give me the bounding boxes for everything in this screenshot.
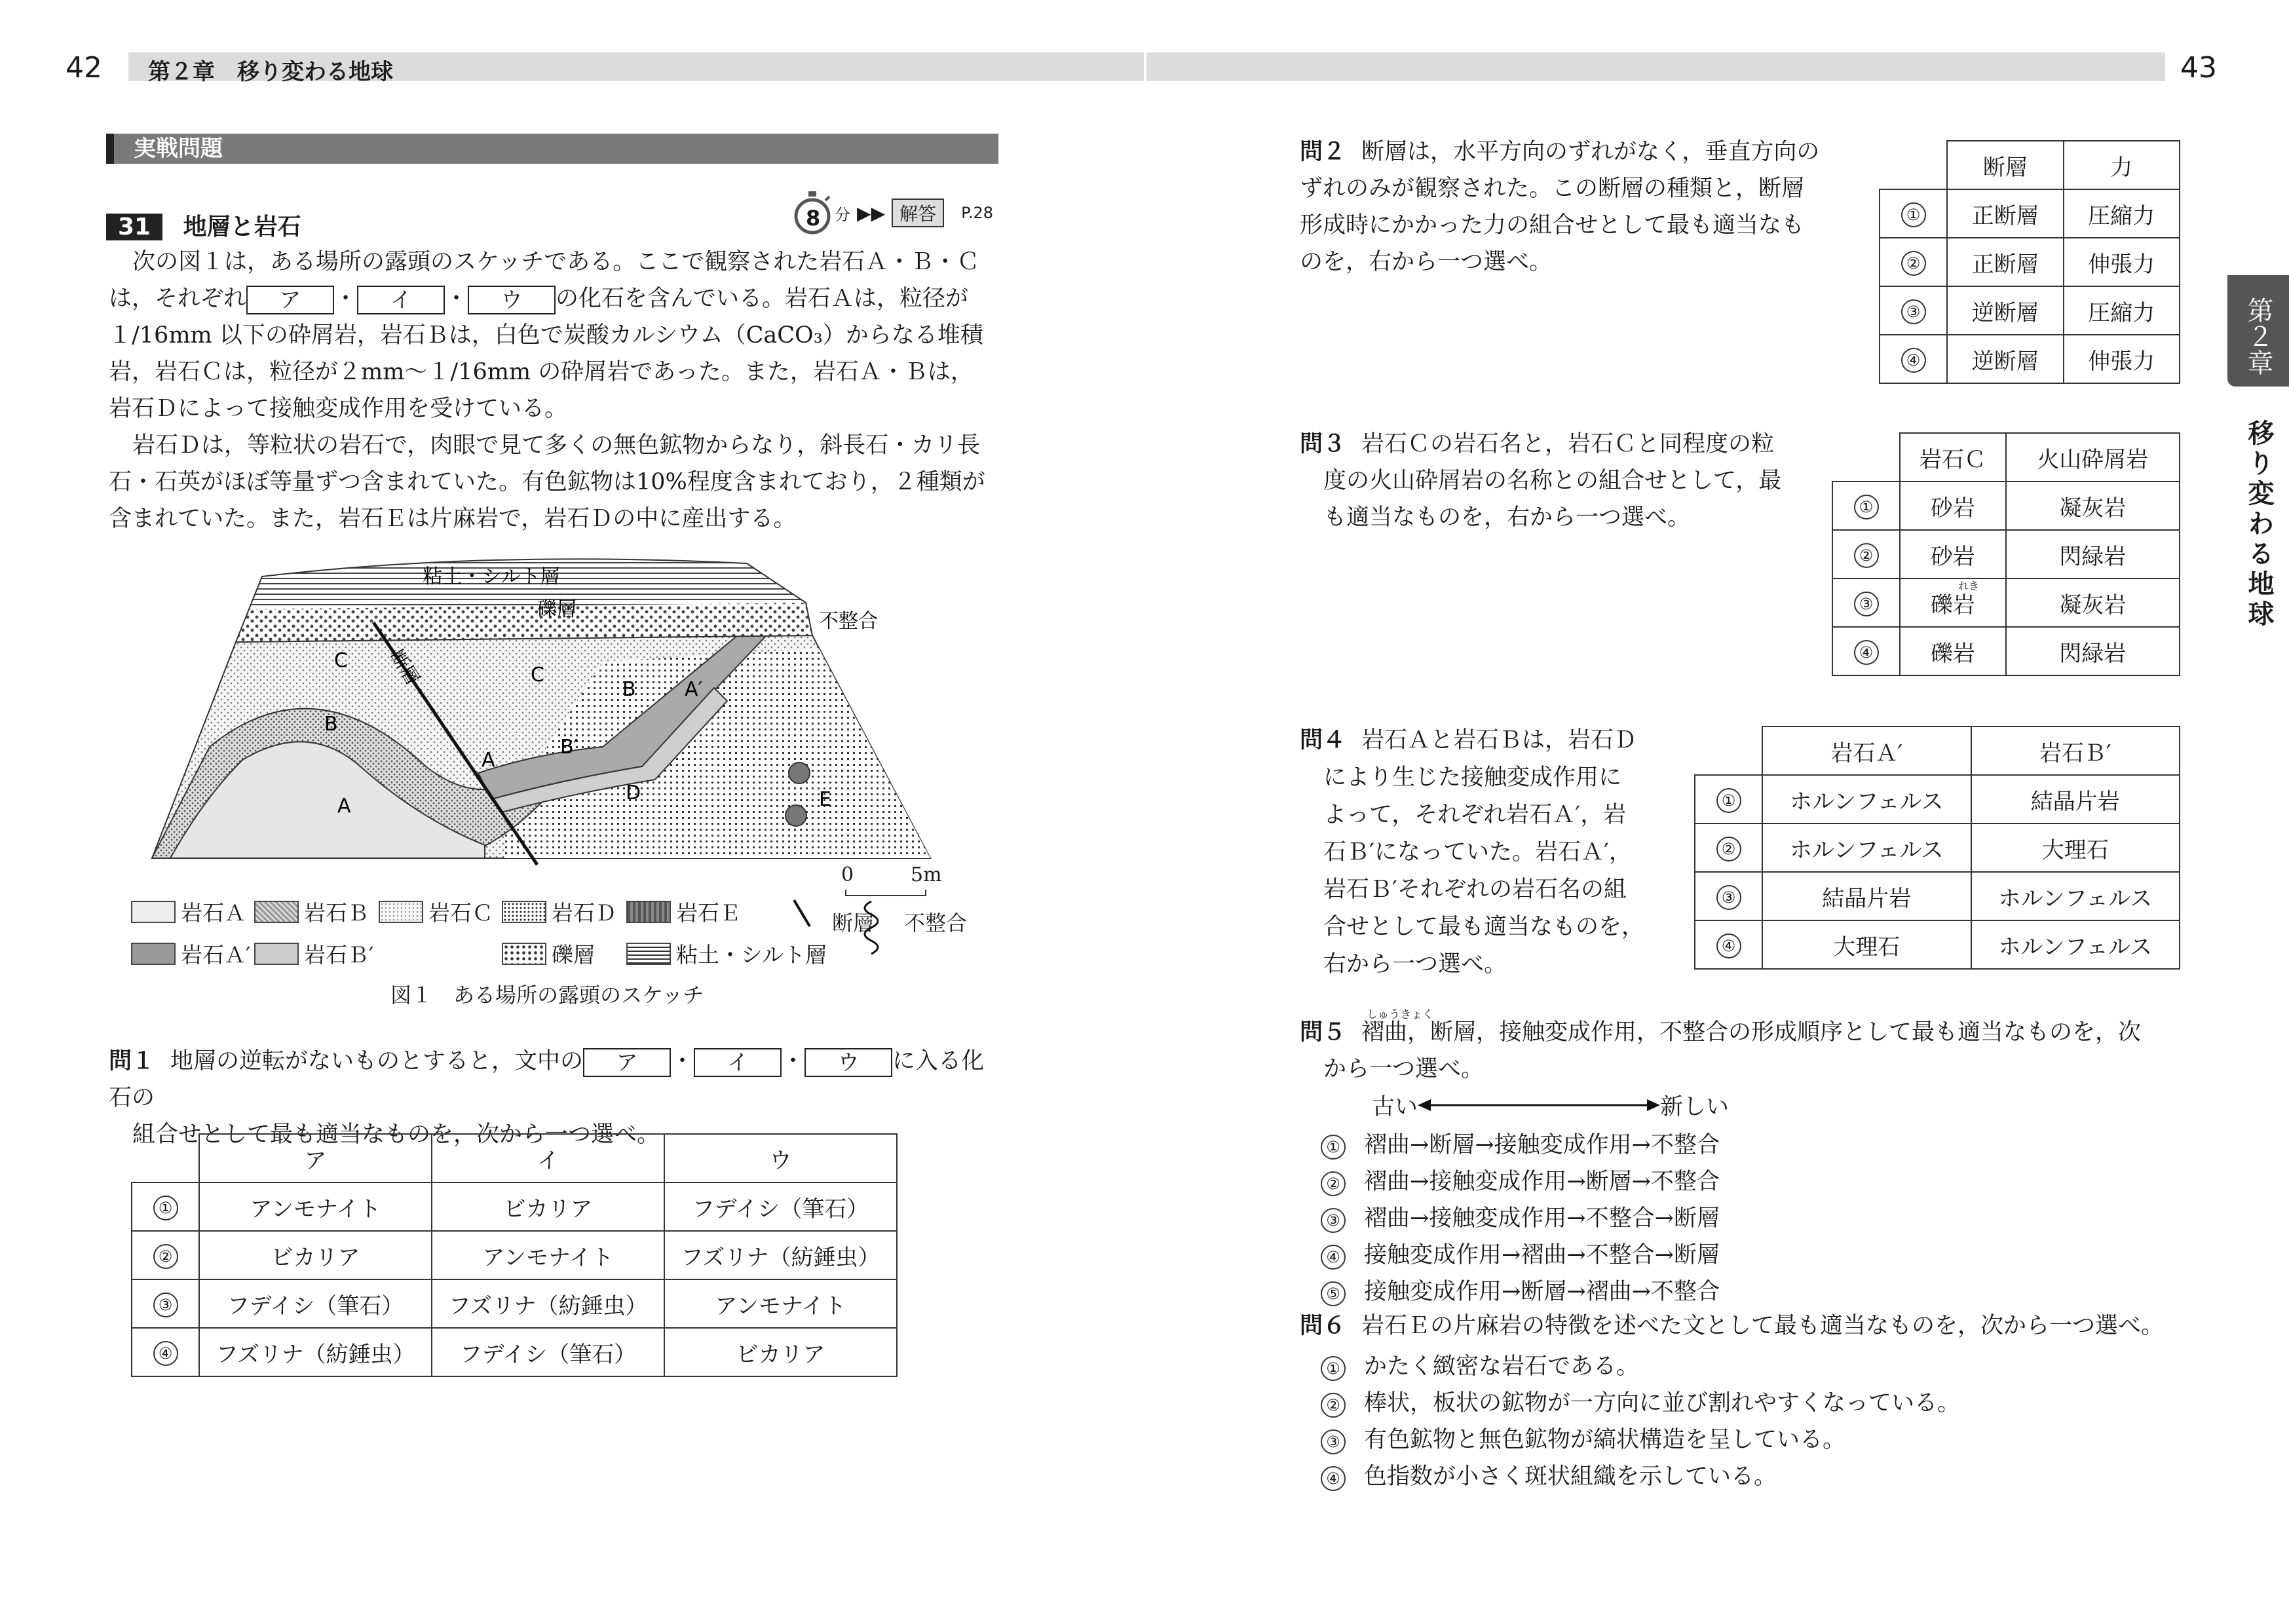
q2-text: 断層は，水平方向のずれがなく，垂直方向の — [1361, 139, 1820, 165]
table-cell: 結晶片岩 — [1971, 775, 2180, 823]
option-text: 褶曲→断層→接触変成作用→不整合 — [1364, 1132, 1720, 1158]
legend-label: 岩石Ａ′ — [181, 942, 251, 968]
table-cell: 逆断層 — [1947, 335, 2064, 383]
choice-number: ④ — [1321, 1245, 1346, 1270]
choice-number: ④ — [1854, 640, 1879, 665]
intro-line: １/16mm 以下の砕屑岩，岩石Ｂは，白色で炭酸カルシウム（CaCO₃）からなる堆積 — [109, 322, 983, 349]
q1-header-i: イ — [432, 1134, 664, 1182]
option-text: 色指数が小さく斑状組織を示している。 — [1364, 1463, 1777, 1490]
q2-line — [1300, 134, 1844, 170]
q5-option[interactable] — [1321, 1200, 1720, 1233]
figure-caption: 図１ ある場所の露頭のスケッチ — [390, 983, 704, 1008]
label-unconformity: 不整合 — [819, 610, 878, 633]
q1-blank-i: イ — [694, 1048, 782, 1077]
table-cell: アンモナイト — [199, 1182, 432, 1231]
table-cell: 伸張力 — [2064, 238, 2180, 286]
label-rock-a-prime: A′ — [685, 678, 703, 701]
q1-table — [131, 1133, 898, 1377]
dot: ・ — [671, 1048, 694, 1074]
label-gravel: 礫層 — [537, 598, 577, 621]
q5-ruby: しゅうきょく — [1367, 1008, 1433, 1021]
table-row[interactable] — [1880, 286, 2180, 335]
q6-option[interactable] — [1321, 1385, 1960, 1418]
question-6 — [1300, 1308, 2184, 1344]
q4-line: 右から一つ選べ。 — [1323, 951, 1507, 977]
q2-header-force: 力 — [2064, 141, 2180, 189]
swatch-rock-b-prime — [254, 943, 299, 965]
legend-rock-c — [379, 896, 493, 927]
intro-line-blanks — [109, 280, 993, 317]
q4-header-rock-a-prime: 岩石Ａ′ — [1762, 727, 1971, 775]
table-cell: ビカリア — [199, 1231, 432, 1279]
choice-number: ① — [1854, 495, 1879, 519]
chapter-title: 第２章 移り変わる地球 — [148, 59, 393, 85]
q5-label: 問５ — [1300, 1019, 1346, 1046]
choice-number: ② — [1854, 543, 1879, 568]
table-cell: フデイシ（筆石） — [664, 1182, 897, 1231]
label-rock-a-main: A — [337, 795, 351, 818]
table-cell: ホルンフェルス — [1762, 775, 1971, 823]
label-clay: 粘土・シルト層 — [423, 565, 560, 588]
q3-label: 問３ — [1300, 431, 1346, 457]
legend-gravel — [502, 938, 595, 969]
q6-option[interactable] — [1321, 1348, 1639, 1381]
option-text: 有色鉱物と無色鉱物が縞状構造を呈している。 — [1364, 1427, 1846, 1453]
table-row[interactable] — [1695, 920, 2180, 969]
q3-header-rock-c: 岩石Ｃ — [1900, 433, 2006, 482]
table-cell: 圧縮力 — [2064, 286, 2180, 335]
q2-line: のを，右から一つ選べ。 — [1300, 249, 1553, 275]
timer-minutes: 8 — [806, 206, 821, 231]
swatch-rock-d — [502, 901, 546, 923]
q6-line1 — [1300, 1308, 2184, 1344]
table-cell: 凝灰岩 — [2006, 578, 2180, 627]
question-3 — [1300, 426, 1798, 536]
q4-line: 石Ｂ′になっていた。岩石Ａ′， — [1323, 839, 1632, 865]
table-row[interactable] — [1880, 335, 2180, 383]
option-text: 棒状，板状の鉱物が一方向に並び割れやすくなっている。 — [1364, 1390, 1961, 1416]
q5-text: 褶曲，断層，接触変成作用，不整合の形成順序として最も適当なものを，次 — [1361, 1019, 2142, 1046]
right-page-number: 43 — [2180, 51, 2217, 85]
table-row[interactable] — [1695, 823, 2180, 872]
intro-text: の化石を含んでいる。岩石Ａは，粒径が — [556, 286, 969, 312]
q3-line: も適当なものを，右から一つ選べ。 — [1323, 504, 1691, 531]
legend-label: 岩石Ｂ — [304, 900, 369, 926]
label-rock-c-left: C — [334, 649, 348, 672]
intro-text: は，それぞれ — [109, 286, 247, 312]
timer-badge — [793, 191, 993, 235]
table-cell: フズリナ（紡錘虫） — [199, 1328, 432, 1376]
question-5 — [1300, 1014, 2184, 1087]
swatch-rock-e — [626, 901, 671, 923]
table-cell: ビカリア — [432, 1182, 664, 1231]
table-cell: 砂岩 — [1900, 482, 2006, 530]
label-rock-c-right: C — [531, 664, 544, 687]
choice-number: ① — [1716, 788, 1741, 813]
arrow-icon: ▶▶ — [857, 202, 886, 224]
table-cell: 大理石 — [1762, 920, 1971, 969]
choice-number: ③ — [1321, 1208, 1346, 1233]
label-rock-b-prime: B′ — [560, 736, 578, 759]
q4-line — [1300, 722, 1693, 759]
answer-page: P.28 — [961, 204, 993, 222]
table-row[interactable] — [1832, 482, 2180, 530]
choice-number: ③ — [1716, 885, 1741, 910]
legend-label: 岩石Ｅ — [676, 900, 741, 926]
table-cell: 正断層 — [1947, 238, 2064, 286]
q4-line: よって，それぞれ岩石Ａ′，岩 — [1323, 802, 1627, 828]
choice-number: ② — [1321, 1171, 1346, 1196]
table-cell: アンモナイト — [664, 1279, 897, 1328]
q4-line: により生じた接触変成作用に — [1323, 765, 1622, 791]
right-header-bar — [1146, 52, 2165, 81]
blank-a: ア — [246, 286, 334, 314]
table-cell: 伸張力 — [2064, 335, 2180, 383]
blank-u: ウ — [468, 286, 556, 314]
legend-unconformity: 不整合 — [904, 911, 968, 935]
q6-label: 問６ — [1300, 1313, 1346, 1339]
label-fault: 断層 — [386, 646, 424, 689]
q2-line: ずれのみが観察された。この断層の種類と，断層 — [1300, 176, 1805, 202]
double-arrow-icon — [1418, 1095, 1660, 1115]
legend-rock-d — [502, 896, 616, 927]
choice-number: ④ — [1716, 934, 1741, 958]
label-rock-d: D — [626, 782, 641, 804]
option-text: 褶曲→接触変成作用→断層→不整合 — [1364, 1169, 1720, 1195]
legend-label: 礫層 — [552, 942, 595, 968]
legend-fault: 断層 — [832, 911, 875, 935]
swatch-rock-c — [379, 901, 423, 923]
q5-new: 新しい — [1660, 1094, 1730, 1120]
q3-line — [1300, 426, 1798, 463]
problem-title: 地層と岩石 — [183, 214, 301, 240]
label-rock-b-left: B — [324, 713, 338, 736]
q5-timeline — [1372, 1089, 1729, 1122]
q5-option[interactable] — [1321, 1274, 1720, 1306]
q2-label: 問２ — [1300, 139, 1346, 165]
label-rock-a-small: A — [482, 749, 495, 772]
q1-label: 問１ — [109, 1048, 155, 1074]
q2-header-fault: 断層 — [1947, 141, 2064, 189]
table-cell: ホルンフェルス — [1971, 872, 2180, 920]
option-text: かたく緻密な岩石である。 — [1364, 1353, 1640, 1380]
intro-line: 含まれていた。また，岩石Ｅは片麻岩で，岩石Ｄの中に産出する。 — [109, 506, 797, 532]
q1-text: に入る化石の — [109, 1048, 985, 1111]
table-cell: 閃緑岩 — [2006, 530, 2180, 578]
option-text: 接触変成作用→断層→褶曲→不整合 — [1364, 1279, 1720, 1305]
table-cell: 大理石 — [1971, 823, 2180, 872]
chapter-side-tab[interactable] — [2227, 275, 2289, 387]
intro-line: 岩，岩石Ｃは，粒径が２mm〜１/16mm の砕屑岩であった。また，岩石Ａ・Ｂは， — [109, 359, 974, 385]
problem-number: 31 — [106, 214, 162, 240]
table-row[interactable] — [1695, 775, 2180, 823]
choice-number: ③ — [153, 1293, 178, 1317]
section-title-bar — [106, 134, 998, 164]
choice-number: ④ — [153, 1341, 178, 1366]
table-cell: 結晶片岩 — [1762, 872, 1971, 920]
table-row[interactable] — [132, 1231, 897, 1279]
table-cell: フズリナ（紡錘虫） — [432, 1279, 664, 1328]
question-4 — [1300, 722, 1693, 983]
q4-line: 合せとして最も適当なものを， — [1323, 914, 1645, 940]
q1-header-a: ア — [199, 1134, 432, 1182]
table-cell: フデイシ（筆石） — [199, 1279, 432, 1328]
table-cell: 逆断層 — [1947, 286, 2064, 335]
dot: ・ — [334, 286, 358, 312]
choice-number: ③ — [1901, 299, 1926, 324]
legend-rock-a-prime — [131, 938, 251, 969]
dot: ・ — [782, 1048, 805, 1074]
table-row[interactable] — [132, 1279, 897, 1328]
blank-i: イ — [357, 286, 445, 314]
q6-option[interactable] — [1321, 1458, 1777, 1491]
table-row[interactable] — [1880, 238, 2180, 286]
table-cell: ホルンフェルス — [1762, 823, 1971, 872]
q1-line2: 組合せとして最も適当なものを，次から一つ選べ。 — [132, 1122, 660, 1148]
legend-label: 岩石Ｃ — [428, 900, 493, 926]
q1-header-u: ウ — [664, 1134, 897, 1182]
q1-line1 — [109, 1043, 993, 1116]
choice-number: ① — [1901, 202, 1926, 227]
q3-table — [1832, 432, 2180, 676]
scale-line — [845, 890, 926, 896]
q2-line: 形成時にかかった力の組合せとして最も適当なも — [1300, 212, 1805, 238]
choice-number: ③ — [1854, 592, 1879, 616]
table-cell: フズリナ（紡錘虫） — [664, 1231, 897, 1279]
q5-line1 — [1300, 1014, 2184, 1051]
table-cell: 閃緑岩 — [2006, 627, 2180, 675]
answer-label: 解答 — [892, 198, 944, 227]
choice-number: ① — [1321, 1135, 1346, 1160]
q5-line2: から一つ選べ。 — [1323, 1056, 1485, 1082]
q1-blank-u: ウ — [804, 1048, 892, 1077]
option-text: 褶曲→接触変成作用→不整合→断層 — [1364, 1205, 1720, 1232]
q4-table — [1694, 726, 2180, 970]
choice-number: ② — [153, 1244, 178, 1269]
table-row[interactable] — [1832, 530, 2180, 578]
choice-number: ② — [1901, 251, 1926, 276]
q1-blank-a: ア — [583, 1048, 671, 1077]
q5-old: 古い — [1372, 1094, 1418, 1120]
outcrop-sketch — [144, 550, 963, 878]
legend-rock-a — [131, 896, 246, 927]
legend-rock-e — [626, 896, 741, 927]
table-cell: フデイシ（筆石） — [432, 1328, 664, 1376]
table-row[interactable] — [1880, 189, 2180, 238]
table-row[interactable] — [1832, 578, 2180, 627]
legend-label: 岩石Ａ — [181, 900, 246, 926]
legend-rock-b — [254, 896, 369, 927]
ruby-text: れき — [1958, 580, 1980, 592]
choice-number: ② — [1716, 837, 1741, 861]
table-cell: 凝灰岩 — [2006, 482, 2180, 530]
choice-number: ④ — [1901, 348, 1926, 373]
table-cell: ビカリア — [664, 1328, 897, 1376]
q4-header-blank — [1695, 727, 1762, 775]
problem-heading — [106, 208, 301, 242]
side-tab-chapter: 第２章 — [2243, 297, 2273, 375]
q3-header-volcanic: 火山砕屑岩 — [2006, 433, 2180, 482]
legend-label: 岩石Ｂ′ — [304, 942, 374, 968]
swatch-rock-a — [131, 901, 176, 923]
q3-line: 度の火山砕屑岩の名称との組合せとして，最 — [1323, 468, 1782, 494]
q1-header-blank — [132, 1134, 199, 1182]
label-rock-e: E — [819, 788, 831, 811]
table-cell: 砂岩 — [1900, 530, 2006, 578]
table-row[interactable] — [1695, 872, 2180, 920]
dot: ・ — [445, 286, 468, 312]
q4-header-rock-b-prime: 岩石Ｂ′ — [1971, 727, 2180, 775]
choice-number: ① — [153, 1196, 178, 1220]
section-title: 実戦問題 — [134, 136, 223, 162]
q4-label: 問４ — [1300, 727, 1346, 753]
scale-bar — [841, 863, 942, 896]
table-row[interactable] — [1832, 627, 2180, 675]
scale-zero: 0 — [841, 863, 854, 886]
q3-text: 岩石Ｃの岩石名と，岩石Ｃと同程度の粒 — [1361, 431, 1775, 457]
scale-five: 5m — [911, 863, 942, 886]
q3-header-blank — [1832, 433, 1900, 482]
swatch-rock-b — [254, 901, 299, 923]
table-cell: ホルンフェルス — [1971, 920, 2180, 969]
table-cell-text: 礫岩 — [1930, 592, 1975, 618]
intro-paragraph — [109, 244, 993, 537]
option-text: 接触変成作用→褶曲→不整合→断層 — [1364, 1242, 1720, 1268]
table-cell: 正断層 — [1947, 189, 2064, 238]
table-row[interactable] — [132, 1182, 897, 1231]
table-row[interactable] — [132, 1328, 897, 1376]
choice-number: ② — [1321, 1393, 1346, 1418]
left-page-number: 42 — [66, 51, 102, 85]
q1-text: 地層の逆転がないものとすると，文中の — [170, 1048, 584, 1074]
legend-label: 粘土・シルト層 — [676, 942, 827, 968]
choice-number: ① — [1321, 1356, 1346, 1381]
swatch-rock-a-prime — [131, 943, 176, 965]
intro-line: 岩石Ｄによって接触変成作用を受けている。 — [109, 396, 568, 422]
legend-label: 岩石Ｄ — [552, 900, 616, 926]
timer-unit: 分 — [835, 205, 850, 224]
question-2 — [1300, 134, 1844, 280]
q2-header-blank — [1880, 141, 1947, 189]
q4-text: 岩石Ａと岩石Ｂは，岩石Ｄ — [1361, 727, 1637, 753]
choice-number: ③ — [1321, 1429, 1346, 1454]
table-cell — [1900, 578, 2006, 627]
legend-rock-b-prime — [254, 938, 374, 969]
side-tab-title: 移り変わる地球 — [2244, 419, 2274, 630]
choice-number: ④ — [1321, 1466, 1346, 1491]
q2-table — [1879, 140, 2180, 384]
table-cell: 礫岩 — [1900, 627, 2006, 675]
q6-option[interactable] — [1321, 1422, 1845, 1454]
table-cell: 圧縮力 — [2064, 189, 2180, 238]
intro-line: 石・石英がほぼ等量ずつ含まれていた。有色鉱物は10%程度含まれており，２種類が — [109, 469, 985, 495]
q5-option[interactable] — [1321, 1237, 1720, 1270]
q5-option[interactable] — [1321, 1163, 1720, 1196]
choice-number: ⑤ — [1321, 1281, 1346, 1306]
intro-line: 岩石Ｄは，等粒状の岩石で，肉眼で見て多くの無色鉱物からなり，斜長石・カリ長 — [132, 432, 981, 459]
q4-line: 岩石Ｂ′それぞれの岩石名の組 — [1323, 877, 1627, 903]
swatch-gravel — [502, 943, 546, 965]
q6-text: 岩石Ｅの片麻岩の特徴を述べた文として最も適当なものを，次から一つ選べ。 — [1361, 1313, 2165, 1339]
label-rock-b-right: B — [622, 678, 636, 701]
intro-line: 次の図１は，ある場所の露頭のスケッチである。ここで観察された岩石Ａ・Ｂ・Ｃ — [132, 249, 980, 275]
swatch-clay — [626, 943, 671, 965]
table-cell: アンモナイト — [432, 1231, 664, 1279]
q5-option[interactable] — [1321, 1127, 1720, 1160]
